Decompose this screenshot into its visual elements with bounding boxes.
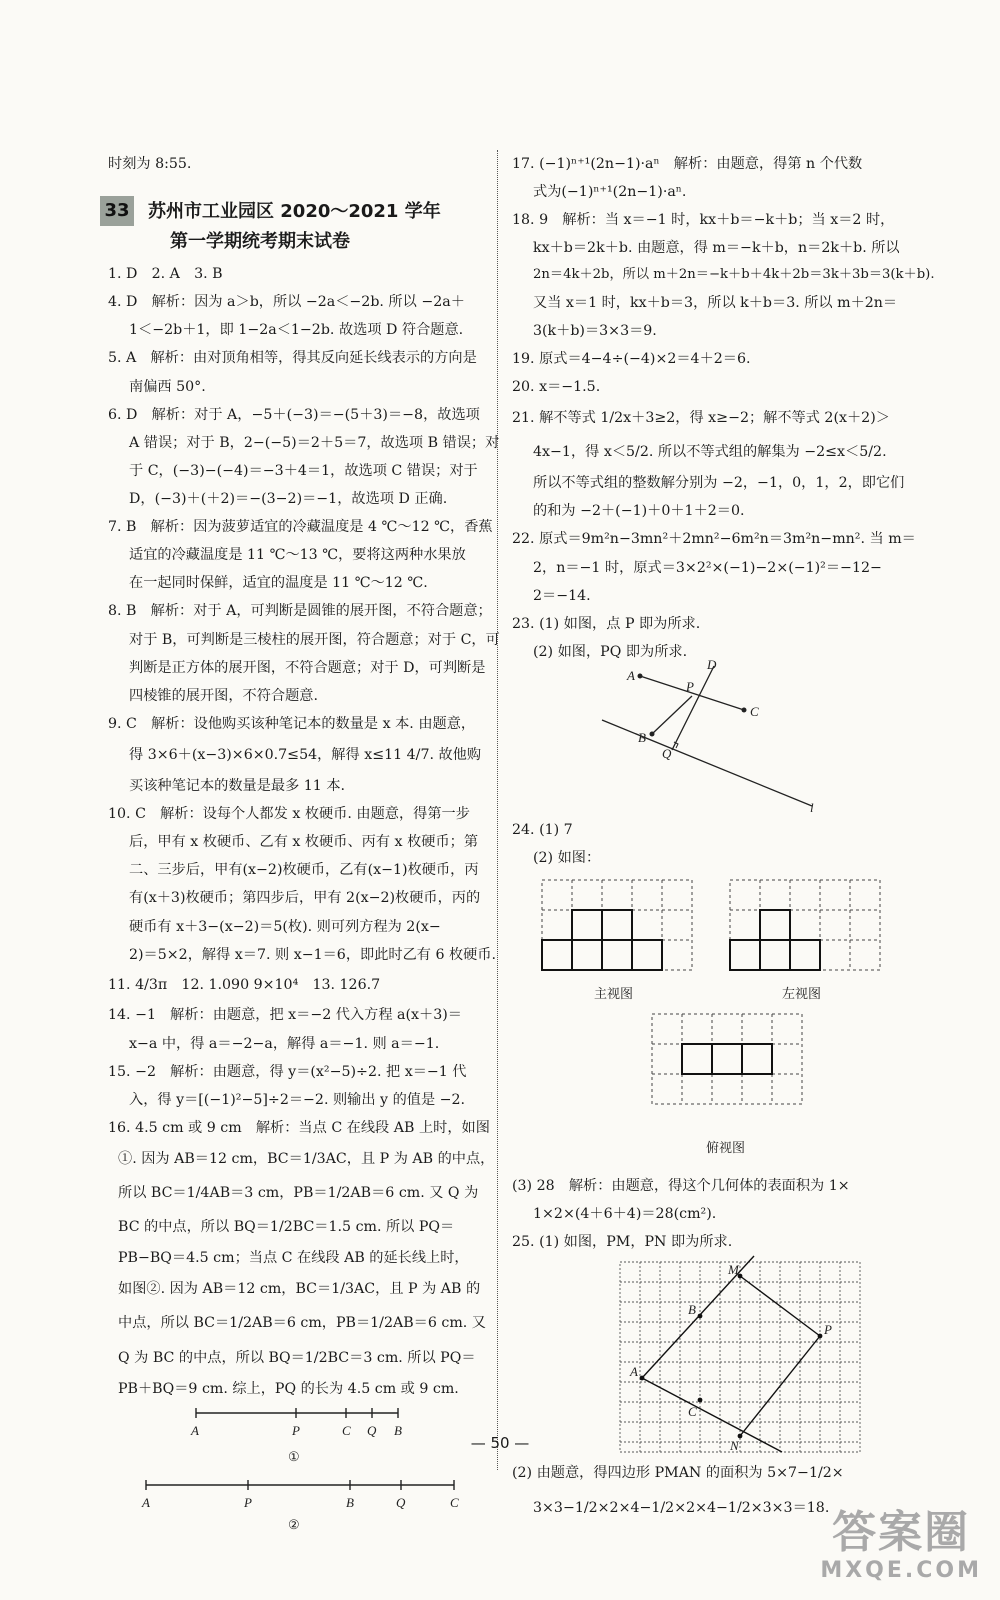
watermark-logo (820, 1508, 982, 1583)
fig23-label-q: Q (662, 745, 672, 761)
text-line: 时刻为 8:55. (108, 156, 192, 172)
answer-line: 所以不等式组的整数解分别为 −2，−1，0，1，2，即它们 (533, 475, 905, 492)
fig16-caption-1: ① (288, 1449, 300, 1465)
fig25-label-n: N (730, 1438, 739, 1454)
answer-line: 1＜−2b＋1，即 1−2a＜1−2b. 故选项 D 符合题意. (129, 322, 464, 339)
answer-line: 判断是正方体的展开图，不符合题意；对于 D，可判断是 (129, 659, 486, 676)
answer-line: 硬币有 x＋3−(x−2)＝5(枚). 则可列方程为 2(x− (129, 918, 441, 935)
answer-line: 2)＝5×2，解得 x＝7. 则 x−1＝6，即此时乙有 6 枚硬币. (129, 946, 497, 963)
answer-line: 适宜的冷藏温度是 11 ℃～13 ℃，要将这两种水果放 (129, 547, 466, 564)
fig25-label-b: B (688, 1302, 696, 1318)
fig16-label-c2: C (450, 1494, 459, 1510)
answer-line: 17. (−1)ⁿ⁺¹(2n−1)·aⁿ 解析：由题意，得第 n 个代数 (512, 156, 863, 172)
fig23-label-c: C (750, 703, 759, 719)
answer-line: Q 为 BC 的中点，所以 BQ＝1/2BC＝3 cm. 所以 PQ＝ (118, 1349, 476, 1366)
fig23-label-d: D (707, 656, 717, 672)
answer-line: 9. C 解析：设他购买该种笔记本的数量是 x 本. 由题意， (108, 715, 476, 732)
watermark-url: MXQE.COM (820, 1558, 982, 1583)
answer-line: 4x−1，得 x＜5/2. 所以不等式组的解集为 −2≤x＜5/2. (533, 444, 887, 461)
fig23-label-a: A (627, 667, 635, 683)
answer-line: 2n＝4k＋2b，所以 m＋2n＝−k＋b＋4k＋2b＝3k＋3b＝3(k＋b). (533, 267, 935, 283)
answer-line: ①. 因为 AB＝12 cm，BC＝1/3AC，且 P 为 AB 的中点， (118, 1151, 495, 1168)
answer-line: A 错误；对于 B，2−(−5)＝2＋5＝7，故选项 B 错误；对 (129, 434, 500, 451)
figure-16-segments (108, 1403, 488, 1533)
fig23-label-l: l (810, 799, 814, 815)
answer-line: 25. (1) 如图，PM，PN 即为所求. (512, 1234, 733, 1251)
answer-line: 于 C，(−3)−(−4)＝−3＋4＝1，故选项 C 错误；对于 (129, 462, 478, 479)
answer-line: 对于 B，可判断是三棱柱的展开图，符合题意；对于 C，可 (129, 631, 500, 648)
answer-line: 买该种笔记本的数量是最多 11 本. (129, 778, 346, 795)
fig16-caption-2: ② (288, 1517, 300, 1533)
answer-line: 5. A 解析：由对顶角相等，得其反向延长线表示的方向是 (108, 350, 477, 367)
answer-line: 又当 x＝1 时，kx＋b＝3，所以 k＋b＝3. 所以 m＋2n＝ (533, 294, 898, 311)
figure-23-construction (512, 656, 922, 816)
answer-line: 中点，所以 BC＝1/2AB＝6 cm，PB＝1/2AB＝6 cm. 又 (118, 1315, 486, 1332)
answer-line: PB＋BQ＝9 cm. 综上，PQ 的长为 4.5 cm 或 9 cm. (118, 1380, 459, 1397)
right-column (512, 150, 935, 1525)
section-number-badge: 33 (100, 196, 134, 226)
answer-line: 7. B 解析：因为菠萝适宜的冷藏温度是 4 ℃～12 ℃，香蕉 (108, 519, 493, 536)
answer-line: 式为(−1)ⁿ⁺¹(2n−1)·aⁿ. (533, 184, 687, 201)
column-divider (497, 150, 498, 1470)
left-column (104, 150, 500, 1533)
answer-line: 3×3−1/2×2×4−1/2×2×4−1/2×3×3＝18. (533, 1499, 830, 1516)
answer-line: 10. C 解析：设每个人都发 x 枚硬币. 由题意，得第一步 (108, 806, 470, 823)
fig16-label-q: Q (367, 1422, 377, 1438)
fig16-label-q2: Q (396, 1494, 406, 1510)
answer-line: 南偏西 50°. (129, 378, 206, 395)
answer-line: 15. −2 解析：由题意，得 y＝(x²−5)÷2. 把 x＝−1 代 (108, 1063, 467, 1080)
answer-line: (2) 如图： (533, 850, 601, 867)
answer-line: 四棱锥的展开图，不符合题意. (129, 687, 318, 704)
answer-line: PB−BQ＝4.5 cm；当点 C 在线段 AB 的延长线上时， (118, 1250, 469, 1267)
fig16-label-a2: A (142, 1494, 150, 1510)
fig25-label-m: M (728, 1262, 739, 1278)
answer-line: 的和为 −2＋(−1)＋0＋1＋2＝0. (533, 503, 745, 520)
fig23-label-b: B (638, 729, 646, 745)
section-title: 苏州市工业园区 2020～2021 学年 (148, 201, 441, 223)
answer-line: 16. 4.5 cm 或 9 cm 解析：当点 C 在线段 AB 上时，如图 (108, 1119, 490, 1136)
fig16-label-p: P (292, 1422, 300, 1438)
fig23-label-p: P (686, 678, 694, 694)
top-view-caption: 俯视图 (706, 1141, 746, 1157)
fig16-label-p2: P (244, 1494, 252, 1510)
answer-line: x−a 中，得 a＝−2−a，解得 a＝−1. 则 a＝−1. (129, 1035, 440, 1052)
answer-line: 8. B 解析：对于 A，可判断是圆锥的展开图，不符合题意； (108, 603, 492, 620)
answer-line: 1. D 2. A 3. B (108, 266, 223, 283)
answer-line: (2) 由题意，得四边形 PMAN 的面积为 5×7−1/2× (512, 1465, 844, 1482)
watermark-text: 答案圈 (832, 1507, 971, 1558)
answer-line: 如图②. 因为 AB＝12 cm，BC＝1/3AC，且 P 为 AB 的 (118, 1281, 481, 1298)
figure-24-three-views (512, 872, 922, 1172)
answer-line: 20. x＝−1.5. (512, 378, 601, 395)
figure-25-grid (512, 1256, 922, 1456)
answer-line: 1×2×(4＋6＋4)＝28(cm²). (533, 1206, 717, 1223)
fig16-label-c: C (342, 1422, 351, 1438)
answer-line: (2) 如图，PQ 即为所求. (533, 643, 688, 660)
answer-line: 11. 4/3π 12. 1.090 9×10⁴ 13. 126.7 (108, 976, 381, 993)
answer-line: 6. D 解析：对于 A，−5＋(−3)＝−(5＋3)＝−8，故选项 (108, 406, 480, 423)
answer-line: 二、三步后，甲有(x−2)枚硬币，乙有(x−1)枚硬币，丙 (129, 862, 479, 879)
left-view-caption: 左视图 (782, 987, 822, 1003)
front-view-caption: 主视图 (594, 987, 634, 1003)
answer-line: 在一起同时保鲜，适宜的温度是 11 ℃～12 ℃. (129, 575, 428, 592)
fig16-label-a: A (191, 1422, 199, 1438)
answer-line: 21. 解不等式 1/2x＋3≥2，得 x≥−2；解不等式 2(x＋2)＞ (512, 410, 890, 427)
answer-line: 14. −1 解析：由题意，把 x＝−2 代入方程 a(x＋3)＝ (108, 1007, 462, 1024)
answer-line: D，(−3)＋(＋2)＝−(3−2)＝−1，故选项 D 正确. (129, 490, 448, 507)
answer-line: 入，得 y＝[(−1)²−5]÷2＝−2. 则输出 y 的值是 −2. (129, 1091, 466, 1108)
answer-line: 22. 原式＝9m²n−3mn²＋2mn²−6m²n＝3m²n−mn². 当 m＝ (512, 531, 916, 548)
answer-line: kx＋b＝2k＋b. 由题意，得 m＝−k＋b，n＝2k＋b. 所以 (533, 240, 900, 257)
section-subtitle: 第一学期统考期末试卷 (170, 231, 350, 253)
section-header (104, 196, 488, 256)
answer-line: 19. 原式＝4−4÷(−4)×2＝4＋2＝6. (512, 350, 751, 367)
answer-line: 23. (1) 如图，点 P 即为所求. (512, 615, 701, 632)
answer-line: 18. 9 解析：当 x＝−1 时，kx＋b＝−k＋b；当 x＝2 时， (512, 212, 895, 229)
answer-line: 有(x＋3)枚硬币；第四步后，甲有 2(x−2)枚硬币，丙的 (129, 890, 481, 907)
answer-line: 2＝−14. (533, 587, 591, 604)
page-number: — 50 — (470, 1434, 530, 1452)
answer-line: 得 3×6＋(x−3)×6×0.7≤54，解得 x≤11 4/7. 故他购 (129, 746, 482, 763)
answer-line: 后，甲有 x 枚硬币、乙有 x 枚硬币、丙有 x 枚硬币；第 (129, 834, 479, 851)
answer-line: 3(k＋b)＝3×3＝9. (533, 322, 657, 339)
fig25-label-p: P (824, 1322, 832, 1338)
fig16-label-b: B (394, 1422, 402, 1438)
answer-line: 2，n＝−1 时，原式＝3×2²×(−1)−2×(−1)²＝−12− (533, 559, 882, 576)
answer-line: 24. (1) 7 (512, 821, 573, 838)
fig25-label-a: A (630, 1364, 638, 1380)
answer-line: 4. D 解析：因为 a＞b，所以 −2a＜−2b. 所以 −2a＋ (108, 294, 465, 311)
fig25-label-c: C (688, 1404, 697, 1420)
answer-line: 所以 BC＝1/4AB＝3 cm，PB＝1/2AB＝6 cm. 又 Q 为 (118, 1185, 479, 1202)
answer-line: BC 的中点，所以 BQ＝1/2BC＝1.5 cm. 所以 PQ＝ (118, 1219, 455, 1236)
answer-line: (3) 28 解析：由题意，得这个几何体的表面积为 1× (512, 1178, 850, 1195)
fig16-label-b2: B (346, 1494, 354, 1510)
